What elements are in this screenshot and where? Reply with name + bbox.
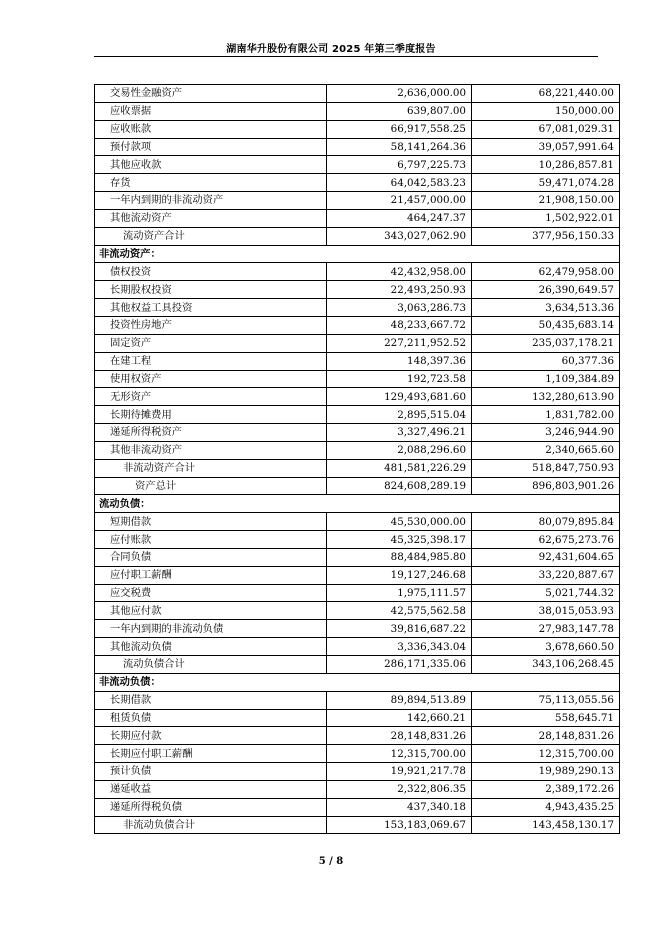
prior-period-value: 60,377.36 [472,352,620,370]
table-row [95,816,620,834]
current-period-value: 19,127,246.68 [327,566,472,584]
row-label: 使用权资产 [95,370,327,388]
prior-period-value: 39,057,991.64 [472,138,620,156]
table-row [95,441,620,459]
row-label: 其他应收款 [95,156,327,174]
row-label: 流动负债合计 [95,656,327,674]
row-label: 租赁负债 [95,709,327,727]
table-row [95,602,620,620]
prior-period-value: 235,037,178.21 [472,334,620,352]
section-label: 流动负债： [95,495,620,513]
current-period-value: 42,575,562.58 [327,602,472,620]
current-period-value: 148,397.36 [327,352,472,370]
current-period-value: 3,327,496.21 [327,424,472,442]
prior-period-value: 68,221,440.00 [472,85,620,103]
prior-period-value: 12,315,700.00 [472,745,620,763]
row-label: 其他流动负债 [95,638,327,656]
prior-period-value: 3,246,944.90 [472,424,620,442]
current-period-value: 58,141,264.36 [327,138,472,156]
prior-period-value: 33,220,887.67 [472,566,620,584]
table-row [95,263,620,281]
current-period-value: 824,608,289.19 [327,477,472,495]
row-label: 长期借款 [95,691,327,709]
prior-period-value: 3,634,513.36 [472,299,620,317]
row-label: 合同负债 [95,548,327,566]
row-label: 无形资产 [95,388,327,406]
current-period-value: 64,042,583.23 [327,174,472,192]
balance-sheet-body [95,85,620,834]
section-header-row [95,245,620,263]
prior-period-value: 343,106,268.45 [472,656,620,674]
prior-period-value: 2,340,665.60 [472,441,620,459]
table-row [95,656,620,674]
row-label: 递延收益 [95,780,327,798]
prior-period-value: 50,435,683.14 [472,316,620,334]
prior-period-value: 92,431,604.65 [472,548,620,566]
row-label: 流动资产合计 [95,227,327,245]
row-label: 应付账款 [95,531,327,549]
row-label: 债权投资 [95,263,327,281]
prior-period-value: 5,021,744.32 [472,584,620,602]
prior-period-value: 75,113,055.56 [472,691,620,709]
table-row [95,638,620,656]
current-period-value: 21,457,000.00 [327,192,472,210]
table-row [95,281,620,299]
header-divider [94,56,598,57]
row-label: 短期借款 [95,513,327,531]
current-period-value: 22,493,250.93 [327,281,472,299]
table-row [95,85,620,103]
current-period-value: 481,581,226.29 [327,459,472,477]
current-period-value: 227,211,952.52 [327,334,472,352]
section-label: 非流动负债： [95,673,620,691]
row-label: 资产总计 [95,477,327,495]
table-row [95,352,620,370]
row-label: 长期应付职工薪酬 [95,745,327,763]
current-period-value: 192,723.58 [327,370,472,388]
current-period-value: 66,917,558.25 [327,120,472,138]
current-period-value: 6,797,225.73 [327,156,472,174]
current-period-value: 464,247.37 [327,209,472,227]
current-period-value: 19,921,217.78 [327,763,472,781]
current-period-value: 153,183,069.67 [327,816,472,834]
row-label: 交易性金融资产 [95,85,327,103]
row-label: 投资性房地产 [95,316,327,334]
table-row [95,691,620,709]
prior-period-value: 558,645.71 [472,709,620,727]
table-row [95,566,620,584]
row-label: 在建工程 [95,352,327,370]
prior-period-value: 1,502,922.01 [472,209,620,227]
prior-period-value: 38,015,053.93 [472,602,620,620]
row-label: 应收票据 [95,102,327,120]
current-period-value: 129,493,681.60 [327,388,472,406]
prior-period-value: 80,079,895.84 [472,513,620,531]
table-row [95,798,620,816]
current-period-value: 286,171,335.06 [327,656,472,674]
current-period-value: 437,340.18 [327,798,472,816]
table-row [95,174,620,192]
row-label: 应收账款 [95,120,327,138]
prior-period-value: 518,847,750.93 [472,459,620,477]
table-row [95,156,620,174]
table-row [95,334,620,352]
table-row [95,531,620,549]
current-period-value: 45,325,398.17 [327,531,472,549]
prior-period-value: 143,458,130.17 [472,816,620,834]
current-period-value: 45,530,000.00 [327,513,472,531]
current-period-value: 28,148,831.26 [327,727,472,745]
table-row [95,138,620,156]
current-period-value: 42,432,958.00 [327,263,472,281]
current-period-value: 2,636,000.00 [327,85,472,103]
prior-period-value: 896,803,901.26 [472,477,620,495]
prior-period-value: 59,471,074.28 [472,174,620,192]
current-period-value: 88,484,985.80 [327,548,472,566]
table-row [95,727,620,745]
prior-period-value: 19,989,290.13 [472,763,620,781]
table-row [95,513,620,531]
current-period-value: 343,027,062.90 [327,227,472,245]
prior-period-value: 26,390,649.57 [472,281,620,299]
row-label: 存货 [95,174,327,192]
table-row [95,192,620,210]
row-label: 递延所得税负债 [95,798,327,816]
prior-period-value: 10,286,857.81 [472,156,620,174]
prior-period-value: 377,956,150.33 [472,227,620,245]
report-header-title: 湖南华升股份有限公司 2025 年第三季度报告 [226,44,436,55]
prior-period-value: 3,678,660.50 [472,638,620,656]
table-row [95,102,620,120]
table-row [95,406,620,424]
current-period-value: 39,816,687.22 [327,620,472,638]
table-row [95,424,620,442]
current-period-value: 2,895,515.04 [327,406,472,424]
table-row [95,388,620,406]
table-row [95,620,620,638]
row-label: 其他权益工具投资 [95,299,327,317]
row-label: 其他流动资产 [95,209,327,227]
prior-period-value: 150,000.00 [472,102,620,120]
prior-period-value: 28,148,831.26 [472,727,620,745]
current-period-value: 48,233,667.72 [327,316,472,334]
row-label: 非流动负债合计 [95,816,327,834]
page-number: 5 / 8 [318,856,344,867]
prior-period-value: 2,389,172.26 [472,780,620,798]
section-header-row [95,673,620,691]
prior-period-value: 27,983,147.78 [472,620,620,638]
row-label: 一年内到期的非流动资产 [95,192,327,210]
current-period-value: 3,336,343.04 [327,638,472,656]
prior-period-value: 62,675,273.76 [472,531,620,549]
current-period-value: 2,088,296.60 [327,441,472,459]
row-label: 一年内到期的非流动负债 [95,620,327,638]
balance-sheet-table [94,84,620,834]
table-row [95,548,620,566]
prior-period-value: 21,908,150.00 [472,192,620,210]
table-row [95,370,620,388]
table-row [95,745,620,763]
prior-period-value: 1,831,782.00 [472,406,620,424]
current-period-value: 1,975,111.57 [327,584,472,602]
table-row [95,709,620,727]
prior-period-value: 4,943,435.25 [472,798,620,816]
current-period-value: 3,063,286.73 [327,299,472,317]
prior-period-value: 1,109,384.89 [472,370,620,388]
current-period-value: 12,315,700.00 [327,745,472,763]
table-row [95,780,620,798]
row-label: 非流动资产合计 [95,459,327,477]
table-row [95,209,620,227]
current-period-value: 142,660.21 [327,709,472,727]
row-label: 递延所得税资产 [95,424,327,442]
prior-period-value: 67,081,029.31 [472,120,620,138]
section-label: 非流动资产： [95,245,620,263]
table-row [95,227,620,245]
table-row [95,316,620,334]
table-row [95,299,620,317]
table-row [95,584,620,602]
prior-period-value: 132,280,613.90 [472,388,620,406]
row-label: 预付款项 [95,138,327,156]
row-label: 固定资产 [95,334,327,352]
row-label: 其他非流动资产 [95,441,327,459]
section-header-row [95,495,620,513]
row-label: 应交税费 [95,584,327,602]
prior-period-value: 62,479,958.00 [472,263,620,281]
current-period-value: 639,807.00 [327,102,472,120]
row-label: 应付职工薪酬 [95,566,327,584]
row-label: 预计负债 [95,763,327,781]
table-row [95,477,620,495]
row-label: 长期待摊费用 [95,406,327,424]
current-period-value: 2,322,806.35 [327,780,472,798]
row-label: 长期应付款 [95,727,327,745]
table-row [95,120,620,138]
row-label: 长期股权投资 [95,281,327,299]
table-row [95,459,620,477]
table-row [95,763,620,781]
row-label: 其他应付款 [95,602,327,620]
current-period-value: 89,894,513.89 [327,691,472,709]
